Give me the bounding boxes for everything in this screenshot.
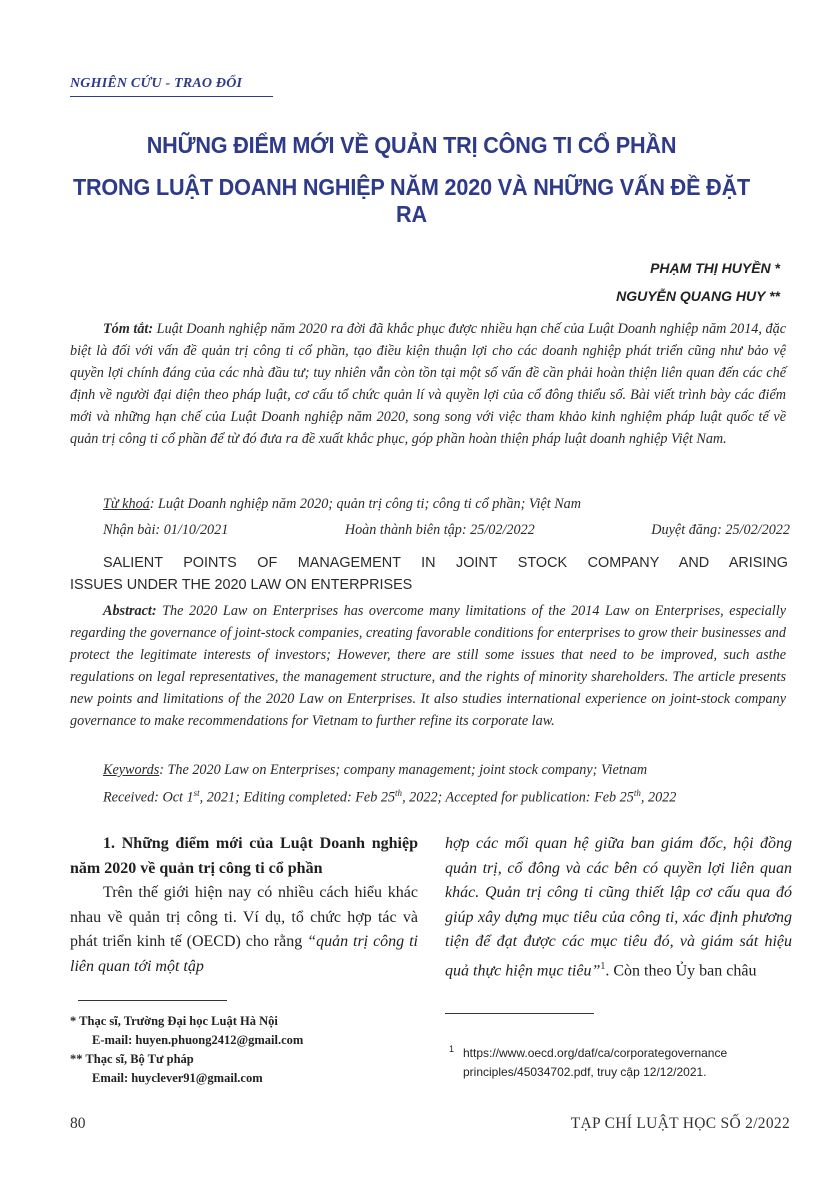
reference-number: 1: [449, 1044, 455, 1054]
author-2: NGUYỄN QUANG HUY **: [616, 288, 780, 304]
footnote-ref-1[interactable]: 1: [600, 960, 606, 972]
article-title-line2: TRONG LUẬT DOANH NGHIỆP NĂM 2020 VÀ NHỮNG VẤN ĐỀ ĐẶT RA: [72, 174, 751, 227]
article-title-line1: NHỮNG ĐIỂM MỚI VỀ QUẢN TRỊ CÔNG TI CỔ PHẦN: [146, 132, 677, 158]
author-1: PHẠM THỊ HUYỀN *: [650, 260, 780, 276]
keywords-vi-label: Từ khoá: [103, 496, 150, 512]
keywords-en-label: Keywords: [103, 762, 160, 778]
received-en-d: , 2022: [640, 789, 677, 806]
abstract-vi-label: Tóm tắt:: [103, 321, 154, 337]
edited-date: Hoàn thành biên tập: 25/02/2022: [344, 522, 535, 538]
author1-affiliation: * Thạc sĩ, Trường Đại học Luật Hà Nội: [70, 1014, 278, 1028]
abstract-en-label: Abstract:: [103, 603, 157, 619]
keywords-vi: [103, 496, 581, 513]
abstract-vi: [70, 318, 786, 450]
english-title-line1: SALIENT POINTS OF MANAGEMENT IN JOINT STOCK COMPANY AND ARISING: [103, 555, 788, 571]
received-date: Nhận bài: 01/10/2021: [103, 522, 229, 538]
footnote-rule-right: [445, 1013, 594, 1014]
abstract-en-text: The 2020 Law on Enterprises has overcome many limitations of the 2014 Law on Enterprises, especially regarding the governance of joint-stock companies, creating favorable conditions for enterprises to grow their businesses and protect the legitimate interests of investors; However, there are still some issues that need to be improved, such asthe regulations on legal representatives, the management structure, and the rights of minority shareholders. The article presents new points and limitations of the 2020 Law on Enterprises. It also studies international experience on joint-stock company governance to make recommendations for Vietnam to further refine its corporate law.: [70, 603, 786, 729]
keywords-en: [103, 762, 647, 779]
received-en: [103, 788, 676, 807]
journal-name: TẠP CHÍ LUẬT HỌC SỐ 2/2022: [570, 1115, 790, 1132]
english-title-line2: ISSUES UNDER THE 2020 LAW ON ENTERPRISES: [70, 577, 413, 593]
body-paragraph-right: [445, 832, 792, 984]
dates-vi: [103, 522, 790, 539]
author2-email: Email: huyclever91@gmail.com: [92, 1071, 263, 1085]
reference-url-line1[interactable]: https://www.oecd.org/daf/ca/corporategovernance: [463, 1046, 728, 1060]
received-en-sup: st: [193, 788, 200, 798]
abstract-vi-text: Luật Doanh nghiệp năm 2020 ra đời đã khắc phục được nhiều hạn chế của Luật Doanh nghiệp năm 2014, đặc biệt là đối với vấn đề quản trị công ti cổ phần, tạo điều kiện thuận lợi cho các doanh nghiệp phát triển cũng như bảo vệ quyền lợi chính đáng của các nhà đầu tư; tuy nhiên vẫn còn tồn tại một số vấn đề cần phải hoàn thiện liên quan đến các chế định về người đại diện theo pháp luật, cơ cấu tổ chức quản lí và quyền lợi của cổ đông thiểu số. Bài viết trình bày các điểm mới và những hạn chế của Luật Doanh nghiệp năm 2020, song song với việc tham khảo kinh nghiệm pháp luật quốc tế về quản trị công ti cổ phần để từ đó đưa ra đề xuất khắc phục, góp phần hoàn thiện pháp luật doanh nghiệp Việt Nam.: [70, 321, 786, 447]
reference-url-line2: principles/45034702.pdf, truy cập 12/12/2021.: [463, 1065, 707, 1079]
author2-affiliation: ** Thạc sĩ, Bộ Tư pháp: [70, 1052, 194, 1066]
body-right-text: . Còn theo Ủy ban châu: [605, 962, 757, 980]
author-footnotes: [70, 1012, 410, 1088]
abstract-en: [70, 600, 786, 732]
accepted-date: Duyệt đăng: 25/02/2022: [651, 522, 790, 538]
section-heading: 1. Những điểm mới của Luật Doanh nghiệp năm 2020 về quản trị công ti cổ phần: [70, 835, 418, 877]
english-title: [70, 552, 788, 596]
section-tag: NGHIÊN CỨU - TRAO ĐỔI: [70, 76, 243, 91]
keywords-en-text: : The 2020 Law on Enterprises; company management; joint stock company; Vietnam: [159, 762, 648, 778]
received-en-a: Received: Oct 1: [103, 789, 194, 806]
body-column-right: [445, 832, 792, 984]
body-right-quote: hợp các mối quan hệ giữa ban giám đốc, hội đồng quản trị, cổ đông và các bên có quyền lợi liên quan khác. Quản trị công ti cũng thiết lập cơ cấu qua đó giúp xây dựng mục tiêu của công ti, xác định phương tiện để đạt được các mục tiêu đó, và giám sát hiệu quả thực hiện mục tiêu”: [445, 835, 792, 980]
author1-email: E-mail: huyen.phuong2412@gmail.com: [92, 1033, 304, 1047]
received-en-c: , 2022; Accepted for publication: Feb 25: [402, 789, 634, 806]
section-rule: [70, 96, 273, 97]
page-number: 80: [70, 1115, 86, 1132]
reference-footnote: [445, 1044, 790, 1082]
body-paragraph-left: [70, 881, 418, 979]
body-column-left: [70, 832, 418, 980]
body-left-quote: “quản trị công ti liên quan tới một tập: [70, 933, 418, 975]
footnote-rule-left: [78, 1000, 227, 1001]
keywords-vi-text: : Luật Doanh nghiệp năm 2020; quản trị công ti; công ti cổ phần; Việt Nam: [149, 496, 581, 512]
body-left-text: Trên thế giới hiện nay có nhiều cách hiểu khác nhau về quản trị công ti. Ví dụ, tổ chức hợp tác và phát triển kinh tế (OECD) cho rằng: [70, 884, 418, 951]
edited-en-sup: th: [395, 788, 403, 798]
accepted-en-sup: th: [633, 788, 641, 798]
received-en-b: , 2021; Editing completed: Feb 25: [199, 789, 396, 806]
